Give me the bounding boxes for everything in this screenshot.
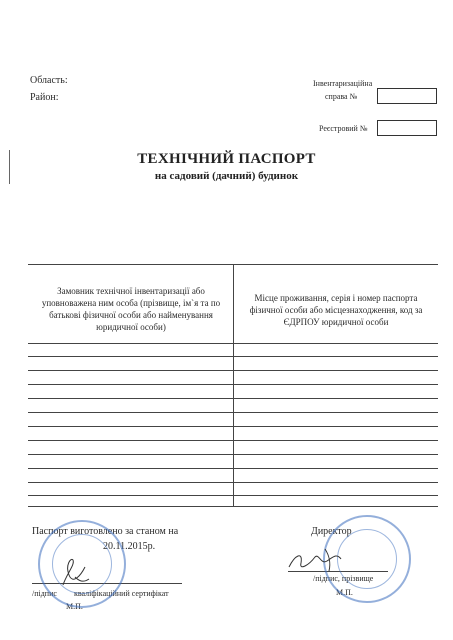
right-mp-label: М.П. bbox=[336, 588, 353, 597]
table-row-line bbox=[28, 412, 438, 413]
document-title: ТЕХНІЧНИЙ ПАСПОРТ bbox=[137, 151, 316, 167]
rayon-label: Район: bbox=[30, 92, 59, 103]
table-bottom-border bbox=[28, 506, 438, 507]
document-subtitle: на садовий (дачний) будинок bbox=[154, 170, 299, 182]
director-label: Директор bbox=[311, 526, 352, 537]
left-signature-scribble bbox=[55, 555, 95, 590]
left-signature-caption: /підпис bbox=[32, 589, 57, 598]
right-signature-scribble bbox=[285, 545, 355, 575]
table-row-line bbox=[28, 495, 438, 496]
registry-number-field[interactable] bbox=[377, 120, 437, 136]
right-signature-caption: /підпис, прізвище bbox=[313, 574, 374, 583]
table-row-line bbox=[28, 482, 438, 483]
table-row-line bbox=[28, 356, 438, 357]
table-column-divider bbox=[233, 264, 234, 506]
column-header-address: Місце проживання, серія і номер паспорта фізичної особи або місцезнаходження, код за ЄДРПОУ юридичної особи bbox=[249, 293, 423, 327]
table-row-line bbox=[28, 440, 438, 441]
passport-date: 20.11.2015р. bbox=[103, 541, 156, 552]
column-header-customer: Замовник технічної інвентаризації або уповноважена ним особа (прізвище, ім`я та по батькові фізичної особи або найменування юридичної особи) bbox=[41, 286, 221, 332]
table-row-line bbox=[28, 370, 438, 371]
table-row-line bbox=[28, 426, 438, 427]
left-certificate-caption: кваліфікаційний сертифікат bbox=[74, 589, 169, 598]
left-mp-label: М.П. bbox=[66, 602, 83, 611]
table-row-line bbox=[28, 468, 438, 469]
table-row-line bbox=[28, 384, 438, 385]
passport-prepared-text: Паспорт виготовлено за станом на bbox=[32, 526, 179, 537]
registry-label: Реєстровий № bbox=[319, 124, 368, 133]
inventory-number-field[interactable] bbox=[377, 88, 437, 104]
table-row-line bbox=[28, 454, 438, 455]
table-row-line bbox=[28, 398, 438, 399]
inventory-label-line1: Інвентаризаційна bbox=[313, 79, 373, 88]
oblast-label: Область: bbox=[30, 75, 68, 86]
inventory-label-line2: справа № bbox=[325, 92, 358, 101]
